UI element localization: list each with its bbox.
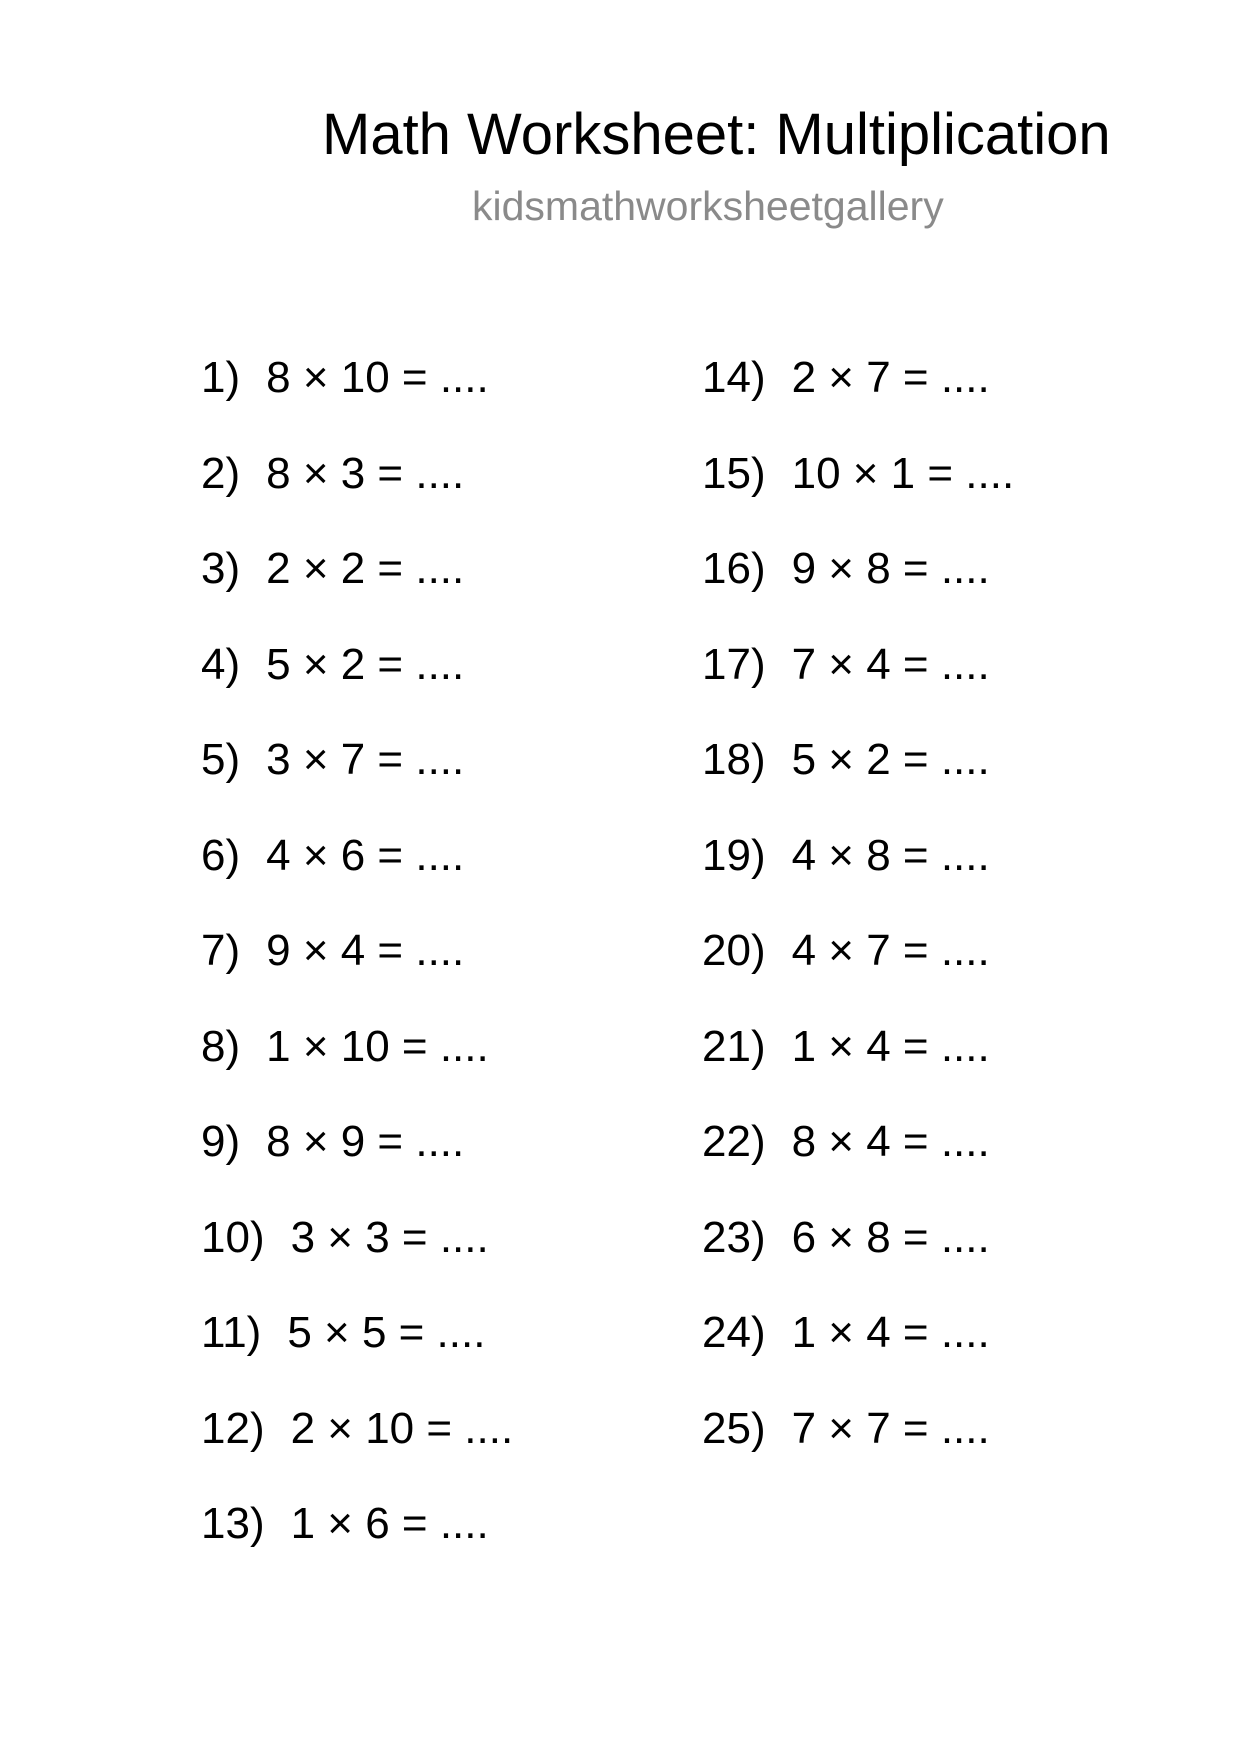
problem-expression: 8 × 10 = .... xyxy=(266,353,489,402)
problem-number: 21) xyxy=(702,1021,766,1071)
problem-item xyxy=(201,635,513,731)
problem-expression: 5 × 2 = .... xyxy=(266,639,465,689)
problem-expression: 9 × 4 = .... xyxy=(266,926,465,975)
problem-number: 14) xyxy=(702,353,766,402)
problem-item xyxy=(702,1112,1014,1208)
problem-number: 18) xyxy=(702,735,766,784)
problem-number: 5) xyxy=(201,735,241,784)
problem-item xyxy=(702,730,1014,826)
problem-item xyxy=(201,1017,513,1113)
problem-expression: 7 × 4 = .... xyxy=(791,639,990,689)
problem-number: 20) xyxy=(702,926,766,975)
problem-expression: 2 × 10 = .... xyxy=(290,1403,514,1453)
problem-item xyxy=(702,635,1014,731)
problem-item xyxy=(201,539,513,635)
problem-number: 11) xyxy=(201,1308,262,1357)
problem-expression: 2 × 2 = .... xyxy=(266,544,465,593)
problem-item xyxy=(201,826,513,922)
problem-expression: 5 × 5 = .... xyxy=(287,1308,486,1357)
problem-number: 9) xyxy=(201,1117,241,1166)
problem-number: 2) xyxy=(201,448,241,498)
problem-expression: 1 × 4 = .... xyxy=(791,1308,990,1357)
page-subtitle: kidsmathworksheetgallery xyxy=(472,183,944,229)
problem-number: 4) xyxy=(201,639,241,689)
problem-number: 3) xyxy=(201,544,241,593)
problem-expression: 4 × 8 = .... xyxy=(791,830,990,880)
problem-number: 8) xyxy=(201,1021,241,1071)
problem-number: 1) xyxy=(201,353,241,402)
problem-item xyxy=(201,1494,513,1590)
problem-expression: 3 × 7 = .... xyxy=(266,735,465,784)
problem-number: 22) xyxy=(702,1117,766,1166)
problem-item xyxy=(201,730,513,826)
problem-item xyxy=(201,1303,513,1399)
problem-item xyxy=(201,921,513,1017)
problem-expression: 10 × 1 = .... xyxy=(791,448,1015,498)
problem-number: 6) xyxy=(201,830,241,880)
problem-item xyxy=(702,539,1014,635)
problem-number: 7) xyxy=(201,926,241,975)
problem-item xyxy=(201,444,513,540)
problem-number: 25) xyxy=(702,1403,766,1453)
problem-number: 24) xyxy=(702,1308,766,1357)
problem-expression: 7 × 7 = .... xyxy=(791,1403,990,1453)
problem-expression: 6 × 8 = .... xyxy=(791,1212,990,1262)
problem-number: 12) xyxy=(201,1403,265,1453)
problem-number: 13) xyxy=(201,1499,265,1548)
problem-expression: 1 × 4 = .... xyxy=(791,1021,990,1071)
problem-expression: 9 × 8 = .... xyxy=(791,544,990,593)
problem-item xyxy=(201,1112,513,1208)
problem-item xyxy=(702,1303,1014,1399)
problem-number: 15) xyxy=(702,448,766,498)
problem-expression: 3 × 3 = .... xyxy=(290,1212,489,1262)
problem-expression: 5 × 2 = .... xyxy=(791,735,990,784)
problem-expression: 2 × 7 = .... xyxy=(791,353,990,402)
problem-expression: 1 × 10 = .... xyxy=(266,1021,489,1071)
problem-item xyxy=(702,1208,1014,1304)
problem-number: 10) xyxy=(201,1212,265,1262)
problem-list-right xyxy=(702,348,1014,1494)
problem-expression: 4 × 7 = .... xyxy=(791,926,990,975)
page-title: Math Worksheet: Multiplication xyxy=(322,102,1111,167)
problem-number: 23) xyxy=(702,1212,766,1262)
problem-expression: 8 × 9 = .... xyxy=(266,1117,465,1166)
problem-item xyxy=(702,348,1014,444)
problem-list-left xyxy=(201,348,513,1590)
problem-number: 17) xyxy=(702,639,766,689)
problem-item xyxy=(201,1399,513,1495)
problem-expression: 1 × 6 = .... xyxy=(290,1499,489,1548)
problem-item xyxy=(201,1208,513,1304)
problem-number: 16) xyxy=(702,544,766,593)
problem-item xyxy=(702,444,1014,540)
problem-item xyxy=(702,1399,1014,1495)
problem-expression: 8 × 3 = .... xyxy=(266,448,465,498)
problem-item xyxy=(702,921,1014,1017)
problem-item xyxy=(702,1017,1014,1113)
problem-item xyxy=(702,826,1014,922)
problem-expression: 8 × 4 = .... xyxy=(791,1117,990,1166)
problem-number: 19) xyxy=(702,830,766,880)
problem-item xyxy=(201,348,513,444)
problem-expression: 4 × 6 = .... xyxy=(266,830,465,880)
